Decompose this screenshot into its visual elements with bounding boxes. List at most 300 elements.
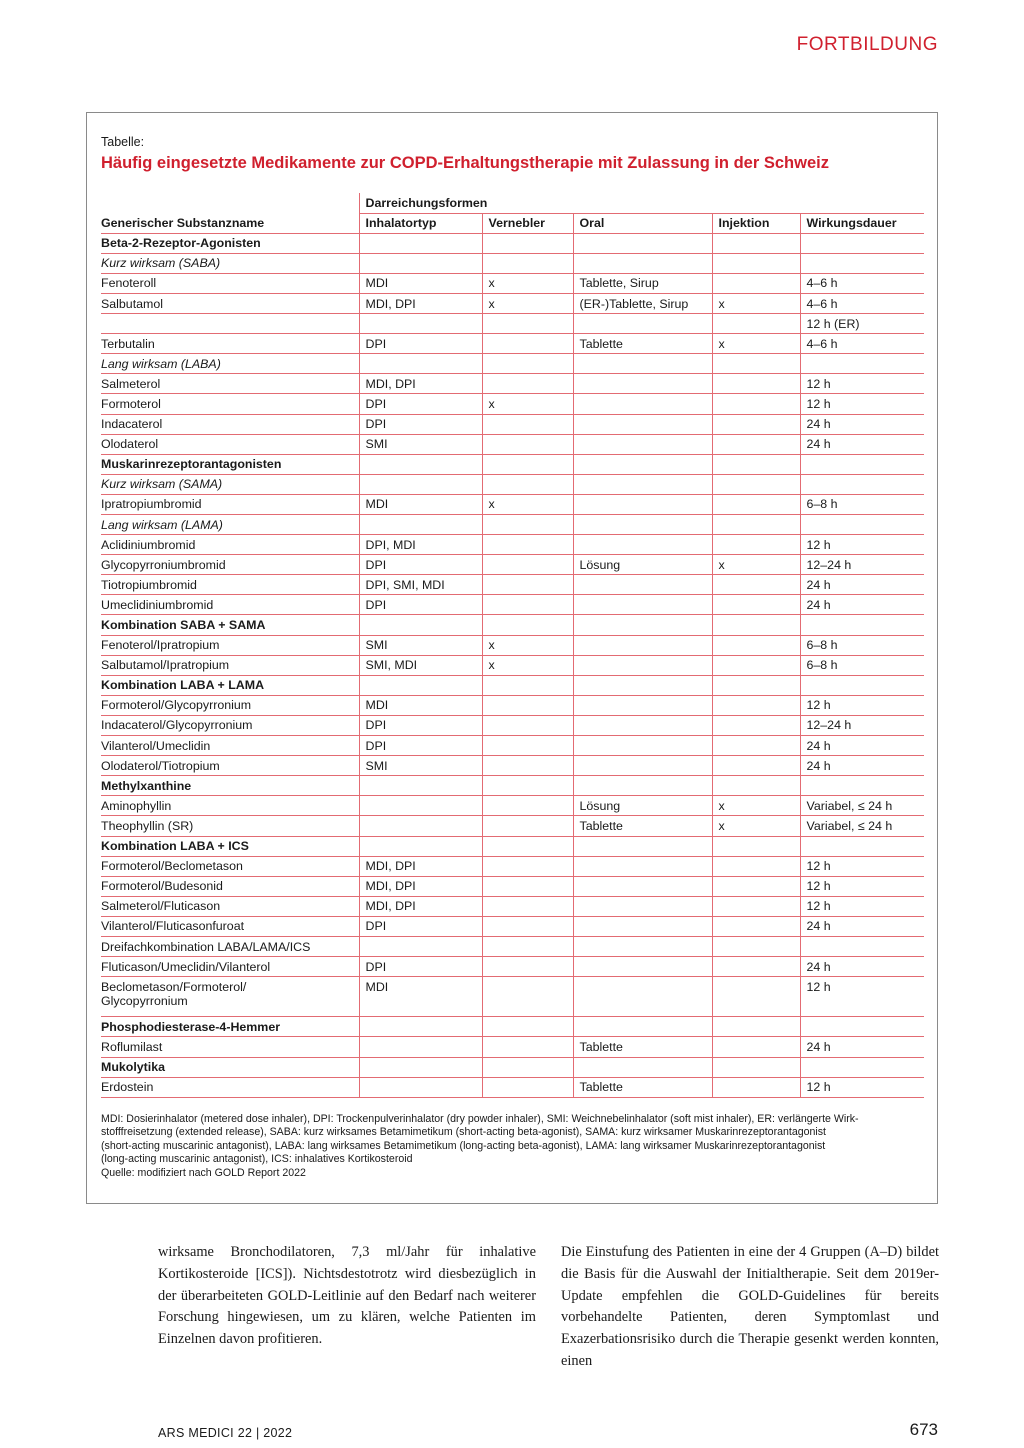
value-cell: 6–8 h [800, 635, 924, 655]
table-row [101, 1077, 924, 1097]
substance-cell: Salmeterol [101, 374, 359, 394]
value-cell [482, 474, 573, 494]
value-cell: DPI [359, 736, 482, 756]
substance-cell: Aminophyllin [101, 796, 359, 816]
table-row [101, 896, 924, 916]
value-cell: DPI [359, 715, 482, 735]
value-cell [573, 957, 712, 977]
value-cell [712, 896, 800, 916]
value-cell [359, 253, 482, 273]
value-cell [573, 715, 712, 735]
substance-cell: Beta-2-Rezeptor-Agonisten [101, 233, 359, 253]
value-cell [573, 856, 712, 876]
column-header: Wirkungsdauer [800, 213, 924, 233]
substance-cell: Indacaterol [101, 414, 359, 434]
substance-cell: Lang wirksam (LABA) [101, 354, 359, 374]
value-cell: SMI, MDI [359, 655, 482, 675]
value-cell: 24 h [800, 756, 924, 776]
table-row [101, 957, 924, 977]
substance-cell: Mukolytika [101, 1057, 359, 1077]
value-cell [712, 1017, 800, 1037]
value-cell [482, 615, 573, 635]
value-cell [712, 936, 800, 956]
value-cell: DPI [359, 414, 482, 434]
table-row [101, 695, 924, 715]
value-cell: 24 h [800, 957, 924, 977]
value-cell: x [482, 655, 573, 675]
value-cell [359, 233, 482, 253]
value-cell: MDI, DPI [359, 293, 482, 313]
value-cell: 24 h [800, 736, 924, 756]
value-cell: DPI [359, 957, 482, 977]
value-cell [359, 354, 482, 374]
value-cell: SMI [359, 635, 482, 655]
substance-cell: Formoterol/Budesonid [101, 876, 359, 896]
value-cell [573, 314, 712, 334]
value-cell [712, 957, 800, 977]
group-row [101, 1017, 924, 1037]
value-cell [712, 434, 800, 454]
value-cell [359, 314, 482, 334]
substance-cell: Fenoterol/Ipratropium [101, 635, 359, 655]
value-cell [359, 515, 482, 535]
table-row [101, 876, 924, 896]
value-cell: Lösung [573, 796, 712, 816]
table-row [101, 434, 924, 454]
value-cell [482, 414, 573, 434]
value-cell: x [712, 816, 800, 836]
table-row [101, 374, 924, 394]
value-cell [800, 836, 924, 856]
value-cell: Variabel, ≤ 24 h [800, 796, 924, 816]
value-cell: Lösung [573, 555, 712, 575]
value-cell: MDI [359, 695, 482, 715]
value-cell [573, 575, 712, 595]
substance-cell: Kombination SABA + SAMA [101, 615, 359, 635]
note-line: MDI: Dosierinhalator (metered dose inhaler), DPI: Trockenpulverinhalator (dry powder inhaler), SMI: Weichnebelinhalator (soft mist inhaler), ER: verlängerte Wirk- [101, 1113, 859, 1125]
table-row [101, 856, 924, 876]
subgroup-row [101, 253, 924, 273]
value-cell: 24 h [800, 575, 924, 595]
substance-cell: Lang wirksam (LAMA) [101, 515, 359, 535]
value-cell [573, 1017, 712, 1037]
value-cell [482, 454, 573, 474]
group-row [101, 836, 924, 856]
value-cell [573, 977, 712, 1017]
value-cell: SMI [359, 756, 482, 776]
value-cell: 24 h [800, 434, 924, 454]
value-cell [800, 615, 924, 635]
value-cell [482, 595, 573, 615]
substance-cell: Tiotropiumbromid [101, 575, 359, 595]
value-cell: 12 h [800, 394, 924, 414]
value-cell [712, 1077, 800, 1097]
value-cell [482, 515, 573, 535]
value-cell [482, 715, 573, 735]
value-cell: x [482, 635, 573, 655]
value-cell [482, 314, 573, 334]
value-cell [573, 233, 712, 253]
source-line: Quelle: modifiziert nach GOLD Report 2022 [101, 1166, 306, 1179]
table-row [101, 293, 924, 313]
table-row [101, 595, 924, 615]
substance-cell: Formoterol [101, 394, 359, 414]
table-title: Häufig eingesetzte Medikamente zur COPD-Erhaltungstherapie mit Zulassung in der Schweiz [101, 154, 829, 172]
value-cell: 24 h [800, 1037, 924, 1057]
value-cell [482, 575, 573, 595]
value-cell [359, 615, 482, 635]
value-cell: (ER-)Tablette, Sirup [573, 293, 712, 313]
value-cell [359, 454, 482, 474]
value-cell: MDI [359, 273, 482, 293]
substance-cell: Kombination LABA + LAMA [101, 675, 359, 695]
value-cell: DPI [359, 334, 482, 354]
value-cell [712, 273, 800, 293]
value-cell [482, 434, 573, 454]
value-cell [482, 936, 573, 956]
value-cell: 12 h [800, 896, 924, 916]
value-cell: Tablette [573, 1037, 712, 1057]
table-caption: Tabelle: [101, 135, 145, 149]
column-header-row [101, 213, 924, 233]
value-cell [482, 354, 573, 374]
value-cell: 24 h [800, 595, 924, 615]
value-cell [712, 1057, 800, 1077]
value-cell: x [712, 334, 800, 354]
column-header: Vernebler [482, 213, 573, 233]
value-cell: x [712, 555, 800, 575]
substance-cell: Vilanterol/Fluticasonfuroat [101, 916, 359, 936]
value-cell: Tablette [573, 1077, 712, 1097]
value-cell [482, 1077, 573, 1097]
value-cell: Tablette [573, 816, 712, 836]
substance-cell: Fluticason/Umeclidin/Vilanterol [101, 957, 359, 977]
value-cell [712, 1037, 800, 1057]
value-cell: 12 h [800, 977, 924, 1017]
table-row [101, 535, 924, 555]
value-cell [482, 736, 573, 756]
value-cell [712, 756, 800, 776]
table-row [101, 715, 924, 735]
value-cell: 24 h [800, 414, 924, 434]
subgroup-row [101, 354, 924, 374]
value-cell [573, 454, 712, 474]
value-cell [800, 1017, 924, 1037]
substance-cell: Indacaterol/Glycopyrronium [101, 715, 359, 735]
column-header: Inhalatortyp [359, 213, 482, 233]
table-row [101, 314, 924, 334]
table-row [101, 494, 924, 514]
group-header-row [101, 193, 924, 213]
table-row [101, 273, 924, 293]
value-cell [712, 394, 800, 414]
value-cell [712, 635, 800, 655]
value-cell [482, 334, 573, 354]
subgroup-row [101, 515, 924, 535]
value-cell [712, 253, 800, 273]
value-cell [712, 233, 800, 253]
value-cell [800, 936, 924, 956]
value-cell: x [482, 394, 573, 414]
value-cell [800, 474, 924, 494]
value-cell: DPI, SMI, MDI [359, 575, 482, 595]
value-cell: x [482, 494, 573, 514]
value-cell [482, 675, 573, 695]
substance-cell: Formoterol/Glycopyrronium [101, 695, 359, 715]
value-cell [482, 695, 573, 715]
section-label: FORTBILDUNG [796, 34, 938, 55]
value-cell [573, 474, 712, 494]
value-cell [573, 595, 712, 615]
value-cell [482, 977, 573, 1017]
value-cell [573, 836, 712, 856]
substance-cell: Umeclidiniumbromid [101, 595, 359, 615]
value-cell [573, 876, 712, 896]
table-row [101, 394, 924, 414]
value-cell: DPI [359, 916, 482, 936]
value-cell [482, 836, 573, 856]
table-row [101, 756, 924, 776]
value-cell [573, 374, 712, 394]
medication-table [101, 193, 924, 1098]
value-cell [712, 856, 800, 876]
value-cell [482, 1037, 573, 1057]
value-cell: x [712, 293, 800, 313]
table-row [101, 936, 924, 956]
value-cell [573, 675, 712, 695]
value-cell [482, 374, 573, 394]
table-row [101, 1037, 924, 1057]
table-row [101, 796, 924, 816]
note-line: (short-acting muscarinic antagonist), LABA: lang wirksames Betamimetikum (long-acting beta-agonist), LAMA: lang wirksamer Muskarinrezeptorantagonist [101, 1139, 826, 1152]
value-cell [800, 515, 924, 535]
value-cell [482, 816, 573, 836]
value-cell [800, 454, 924, 474]
value-cell [712, 575, 800, 595]
value-cell [712, 977, 800, 1017]
value-cell: MDI, DPI [359, 876, 482, 896]
value-cell [359, 1037, 482, 1057]
value-cell: Tablette, Sirup [573, 273, 712, 293]
value-cell [573, 354, 712, 374]
value-cell [359, 1057, 482, 1077]
value-cell [359, 796, 482, 816]
substance-cell: Olodaterol [101, 434, 359, 454]
table-notes [101, 1113, 931, 1180]
table-row [101, 334, 924, 354]
group-row [101, 233, 924, 253]
value-cell [712, 836, 800, 856]
value-cell [482, 896, 573, 916]
value-cell: x [482, 273, 573, 293]
value-cell [482, 253, 573, 273]
group-row [101, 675, 924, 695]
substance-cell: Dreifachkombination LABA/LAMA/ICS [101, 936, 359, 956]
value-cell [712, 314, 800, 334]
value-cell [800, 675, 924, 695]
value-cell [712, 876, 800, 896]
column-header: Oral [573, 213, 712, 233]
group-row [101, 454, 924, 474]
value-cell: MDI, DPI [359, 374, 482, 394]
value-cell [712, 776, 800, 796]
value-cell [359, 675, 482, 695]
value-cell [573, 635, 712, 655]
group-row [101, 615, 924, 635]
value-cell [712, 494, 800, 514]
substance-cell: Aclidiniumbromid [101, 535, 359, 555]
value-cell: 12 h [800, 695, 924, 715]
value-cell: MDI [359, 494, 482, 514]
body-column-left: wirksame Bronchodilatoren, 7,3 ml/Jahr für inhalative Kortikosteroide [ICS]). Nichtsdestotrotz wird diesbezüglich in der überarbeiteten GOLD-Leitlinie auf den Bedarf nach weiterer Forschung hingewiesen, um zu klären, welche Patienten im Einzelnen davon profitieren. [158, 1244, 536, 1348]
subgroup-row [101, 474, 924, 494]
note-line: stofffreisetzung (extended release), SABA: kurz wirksames Betamimetikum (short-acting beta-agonist), SAMA: kurz wirksamer Muskarinrezeptorantagonist [101, 1126, 826, 1139]
substance-cell: Fenoteroll [101, 273, 359, 293]
value-cell [482, 233, 573, 253]
substance-cell: Salbutamol/Ipratropium [101, 655, 359, 675]
substance-cell: Kurz wirksam (SABA) [101, 253, 359, 273]
value-cell [482, 535, 573, 555]
table-row [101, 635, 924, 655]
value-cell [712, 474, 800, 494]
table-row [101, 575, 924, 595]
table-row [101, 555, 924, 575]
value-cell [573, 494, 712, 514]
value-cell [712, 414, 800, 434]
substance-cell: Muskarinrezeptorantagonisten [101, 454, 359, 474]
value-cell: 6–8 h [800, 655, 924, 675]
value-cell [573, 695, 712, 715]
value-cell [359, 816, 482, 836]
page-number: 673 [909, 1420, 938, 1439]
column-header: Generischer Substanzname [101, 213, 359, 233]
value-cell [573, 414, 712, 434]
value-cell [482, 796, 573, 816]
group-row [101, 776, 924, 796]
value-cell [573, 756, 712, 776]
value-cell [359, 1017, 482, 1037]
substance-cell: Ipratropiumbromid [101, 494, 359, 514]
group-header: Darreichungsformen [359, 193, 924, 213]
value-cell [482, 776, 573, 796]
value-cell: x [482, 293, 573, 313]
value-cell: 4–6 h [800, 293, 924, 313]
value-cell: SMI [359, 434, 482, 454]
table-row [101, 655, 924, 675]
value-cell: Tablette [573, 334, 712, 354]
value-cell [359, 776, 482, 796]
substance-cell: Kurz wirksam (SAMA) [101, 474, 359, 494]
substance-cell: Erdostein [101, 1077, 359, 1097]
substance-cell: Terbutalin [101, 334, 359, 354]
value-cell [800, 776, 924, 796]
value-cell: 6–8 h [800, 494, 924, 514]
value-cell [712, 535, 800, 555]
substance-cell: Salbutamol [101, 293, 359, 313]
value-cell [800, 253, 924, 273]
value-cell: MDI, DPI [359, 896, 482, 916]
value-cell [712, 595, 800, 615]
value-cell [573, 394, 712, 414]
value-cell [573, 535, 712, 555]
value-cell: 12 h [800, 374, 924, 394]
value-cell [482, 856, 573, 876]
value-cell [800, 1057, 924, 1077]
value-cell [482, 957, 573, 977]
value-cell: 12 h [800, 856, 924, 876]
note-line: (long-acting muscarinic antagonist), ICS: inhalatives Kortikosteroid [101, 1153, 413, 1166]
value-cell: 24 h [800, 916, 924, 936]
substance-cell: Salmeterol/Fluticason [101, 896, 359, 916]
value-cell: 12 h [800, 535, 924, 555]
body-column-right: Die Einstufung des Patienten in eine der 4 Gruppen (A–D) bildet die Basis für die Auswahl der Initialtherapie. Seit dem 2019er-Update empfehlen die GOLD-Guidelines für bereits vorbehandelte Patienten, deren Symptomlast und Exazerbationsrisiko durch die Therapie gesenkt werden konnten, einen [561, 1244, 939, 1369]
table-row [101, 736, 924, 756]
value-cell: 12–24 h [800, 555, 924, 575]
substance-cell: Kombination LABA + ICS [101, 836, 359, 856]
value-cell [482, 555, 573, 575]
value-cell [573, 896, 712, 916]
value-cell: MDI, DPI [359, 856, 482, 876]
value-cell [712, 615, 800, 635]
substance-cell: Vilanterol/Umeclidin [101, 736, 359, 756]
table-box [86, 112, 938, 1204]
value-cell [573, 736, 712, 756]
column-header: Injektion [712, 213, 800, 233]
value-cell [573, 655, 712, 675]
substance-cell: Formoterol/Beclometason [101, 856, 359, 876]
value-cell: 4–6 h [800, 273, 924, 293]
value-cell [482, 756, 573, 776]
value-cell [712, 454, 800, 474]
value-cell [573, 916, 712, 936]
value-cell [573, 253, 712, 273]
value-cell [359, 1077, 482, 1097]
value-cell [482, 1017, 573, 1037]
value-cell [573, 1057, 712, 1077]
value-cell [712, 715, 800, 735]
value-cell [573, 936, 712, 956]
value-cell: DPI [359, 394, 482, 414]
value-cell [482, 1057, 573, 1077]
value-cell: DPI [359, 555, 482, 575]
value-cell [800, 233, 924, 253]
value-cell: 12 h [800, 1077, 924, 1097]
value-cell [359, 474, 482, 494]
value-cell: 4–6 h [800, 334, 924, 354]
value-cell [573, 515, 712, 535]
value-cell [482, 876, 573, 896]
value-cell [712, 655, 800, 675]
value-cell [712, 374, 800, 394]
value-cell [712, 354, 800, 374]
substance-cell: Theophyllin (SR) [101, 816, 359, 836]
value-cell [712, 695, 800, 715]
value-cell [573, 434, 712, 454]
value-cell: DPI [359, 595, 482, 615]
substance-cell [101, 314, 359, 334]
value-cell: x [712, 796, 800, 816]
substance-cell: Glycopyrroniumbromid [101, 555, 359, 575]
value-cell [800, 354, 924, 374]
substance-cell: Methylxanthine [101, 776, 359, 796]
value-cell [712, 736, 800, 756]
journal-footer: ARS MEDICI 22 | 2022 [158, 1426, 293, 1440]
substance-cell: Roflumilast [101, 1037, 359, 1057]
value-cell [712, 675, 800, 695]
value-cell: 12 h [800, 876, 924, 896]
value-cell [573, 615, 712, 635]
table-row [101, 916, 924, 936]
